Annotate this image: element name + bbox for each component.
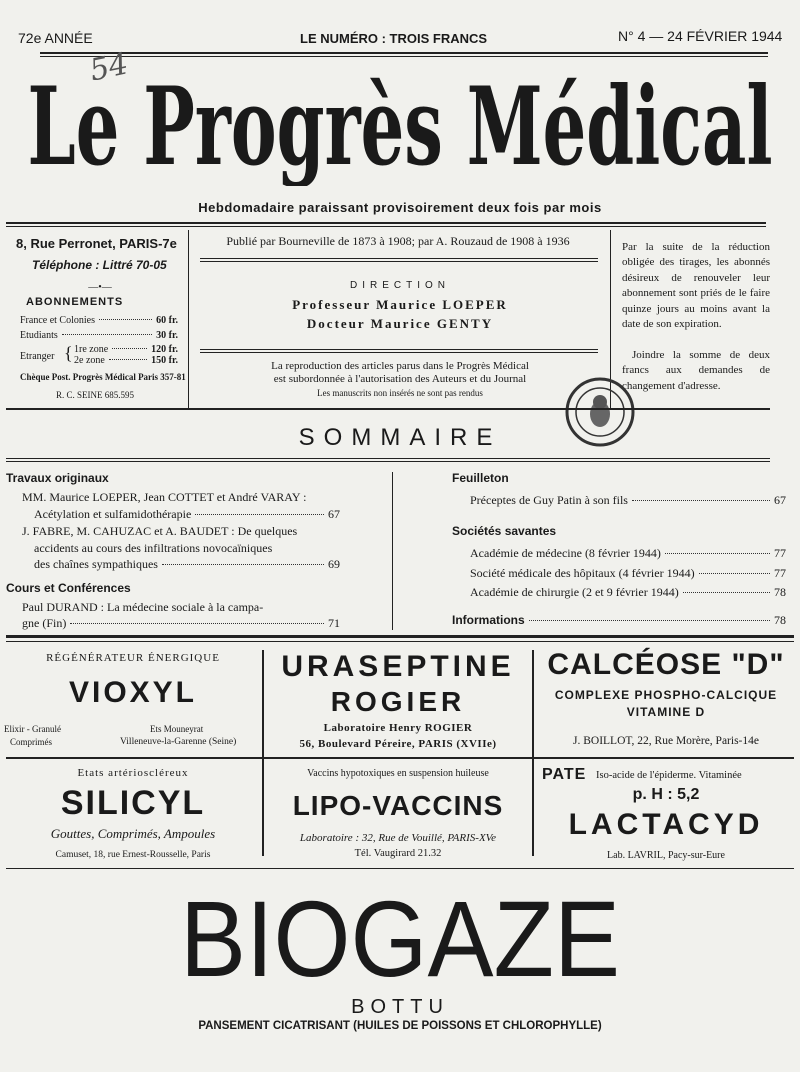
toc-entry-2-line-2: accidents au cours des infiltrations novocaïniques bbox=[34, 541, 273, 555]
lipo-vaccins-name: LIPO-VACCINS bbox=[292, 790, 504, 821]
notice-paragraph-2: Joindre la somme de deux francs aux demandes de changement d'adresse. bbox=[622, 349, 770, 392]
toc-feuilleton-entry: Préceptes de Guy Patin à son fils 67 bbox=[470, 493, 786, 507]
direction-label: DIRECTION bbox=[350, 280, 450, 291]
center-rule-2 bbox=[200, 349, 598, 350]
lactacyd-ph: p. H : 5,2 bbox=[632, 786, 700, 803]
toc-societe-2: Société médicale des hôpitaux (4 février 1944) 77 bbox=[470, 566, 786, 580]
toc-entry-3-page: 71 bbox=[328, 616, 340, 630]
separator-ornament: —•— bbox=[88, 282, 112, 293]
ads-divider-1 bbox=[262, 650, 264, 856]
uraseptine-name: URASEPTINE bbox=[281, 650, 515, 683]
section-cours: Cours et Conférences bbox=[6, 581, 131, 595]
etranger-label: Etranger bbox=[20, 351, 55, 362]
lactacyd-description: Iso-acide de l'épiderme. Vitaminée bbox=[596, 770, 742, 781]
subtitle: Hebdomadaire paraissant provisoirement deux fois par mois bbox=[198, 200, 602, 215]
uraseptine-rogier: ROGIER bbox=[330, 686, 466, 717]
center-rule-1 bbox=[200, 258, 598, 259]
address: 8, Rue Perronet, PARIS-7e bbox=[16, 236, 177, 251]
top-rule bbox=[40, 52, 768, 54]
lipo-tagline: Vaccins hypotoxiques en suspension huileuse bbox=[307, 768, 489, 779]
silicyl-name: SILICYL bbox=[60, 784, 206, 822]
handwritten-note: 54 bbox=[86, 46, 132, 89]
rate-france: France et Colonies 60 fr. bbox=[20, 315, 178, 326]
uraseptine-address: 56, Boulevard Péreire, PARIS (XVIIe) bbox=[299, 738, 497, 750]
sommaire-divider bbox=[392, 472, 393, 630]
lactacyd-pate: PATE bbox=[542, 766, 587, 783]
toc-entry-1-page: 67 bbox=[328, 507, 340, 521]
biogaze-name: BIOGAZE bbox=[180, 878, 620, 986]
director-2: Docteur Maurice GENTY bbox=[306, 316, 494, 331]
toc-societe-1: Académie de médecine (8 février 1944) 77 bbox=[470, 546, 786, 560]
publie-par: Publié par Bourneville de 1873 à 1908; par A. Rouzaud de 1908 à 1936 bbox=[226, 234, 570, 248]
toc-entry-1-line-1: MM. Maurice LOEPER, Jean COTTET et André VARAY : bbox=[22, 490, 307, 504]
abonnements-title: ABONNEMENTS bbox=[26, 296, 124, 308]
masthead-title-svg bbox=[20, 56, 780, 186]
ads-top-rule-thin bbox=[6, 641, 794, 642]
toc-entry-2-line-1: J. FABRE, M. CAHUZAC et A. BAUDET : De quelques bbox=[22, 524, 298, 538]
toc-feuilleton-page: 67 bbox=[774, 493, 786, 507]
section-feuilleton: Feuilleton bbox=[452, 471, 509, 485]
vioxyl-tagline: RÉGÉNÉRATEUR ÉNERGIQUE bbox=[46, 652, 220, 664]
rate-zone2: 2e zone 150 fr. bbox=[74, 355, 178, 366]
reproduction-line-1: La reproduction des articles parus dans le Progrès Médical bbox=[271, 360, 529, 372]
ads-middle-rule bbox=[6, 757, 794, 759]
ads-top-rule bbox=[6, 635, 794, 638]
toc-entry-3-line-2: gne (Fin) 71 bbox=[22, 616, 340, 630]
vioxyl-name: VIOXYL bbox=[68, 676, 198, 709]
header-rule bbox=[6, 222, 766, 224]
publication-title: Le Progrès Médical bbox=[27, 64, 773, 186]
biogaze-logo bbox=[150, 876, 650, 986]
vioxyl-form-2: Comprimés bbox=[10, 737, 52, 747]
ads-bottom-rule bbox=[6, 868, 794, 869]
reproduction-line-2: est subordonnée à l'autorisation des Auteurs et du Journal bbox=[273, 373, 527, 385]
section-societes: Sociétés savantes bbox=[452, 524, 557, 538]
vioxyl-form-1: Elixir - Granulé bbox=[4, 724, 61, 734]
section-travaux: Travaux originaux bbox=[6, 471, 109, 485]
calceose-line-2: VITAMINE D bbox=[626, 705, 706, 719]
biogaze-tagline: PANSEMENT CICATRISANT (HUILES DE POISSONS ET CHLOROPHYLLE) bbox=[198, 1020, 602, 1032]
toc-informations: Informations 78 bbox=[452, 613, 786, 627]
header-rule-thin bbox=[6, 226, 766, 227]
issue-number-date: N° 4 — 24 FÉVRIER 1944 bbox=[618, 28, 783, 44]
registre-commerce: R. C. SEINE 685.595 bbox=[56, 390, 135, 400]
column-divider-left bbox=[188, 230, 189, 408]
uraseptine-lab: Laboratoire Henry ROGIER bbox=[323, 722, 473, 734]
director-1: Professeur Maurice LOEPER bbox=[292, 297, 508, 312]
sommaire-rule bbox=[6, 458, 770, 459]
lipo-lab: Laboratoire : 32, Rue de Vouillé, PARIS-XVe bbox=[299, 832, 497, 844]
lactacyd-name: LACTACYD bbox=[568, 808, 764, 841]
annee: 72e ANNÉE bbox=[18, 30, 93, 46]
toc-entry-1-line-2: Acétylation et sulfamidothérapie 67 bbox=[34, 507, 340, 521]
ads-divider-2 bbox=[532, 650, 534, 856]
issue-price: LE NUMÉRO : TROIS FRANCS bbox=[300, 31, 488, 46]
toc-societe-3: Académie de chirurgie (2 et 9 février 1944) 78 bbox=[470, 585, 786, 599]
lactacyd-lab: Lab. LAVRIL, Pacy-sur-Eure bbox=[607, 850, 725, 861]
calceose-name: CALCÉOSE "D" bbox=[547, 648, 785, 681]
toc-entry-2-line-3: des chaînes sympathiques 69 bbox=[34, 557, 340, 571]
rate-zone1: 1re zone 120 fr. bbox=[74, 344, 178, 355]
notice-paragraph-1: Par la suite de la réduction obligée des tirages, les abonnés désireux de renouveler leur abonnement sont priés de le faire quinze jours au moins avant la date de son expiration. bbox=[622, 241, 770, 331]
silicyl-tagline: Etats artérioscléreux bbox=[77, 767, 189, 779]
brace: { bbox=[64, 343, 73, 363]
biogaze-svg bbox=[150, 876, 650, 986]
silicyl-address: Camuset, 18, rue Ernest-Rousselle, Paris bbox=[55, 850, 211, 860]
info-bottom-rule bbox=[6, 408, 770, 410]
cheque-postal: Chèque Post. Progrès Médical Paris 357-81 bbox=[20, 372, 186, 382]
sommaire-rule-b bbox=[6, 461, 770, 462]
biogaze-brand: BOTTU bbox=[351, 996, 449, 1018]
sommaire-title: SOMMAIRE bbox=[298, 424, 502, 451]
telephone: Téléphone : Littré 70-05 bbox=[32, 258, 167, 272]
vioxyl-address: Villeneuve-la-Garenne (Seine) bbox=[120, 737, 237, 747]
lipo-tel: Tél. Vaugirard 21.32 bbox=[354, 848, 442, 859]
masthead bbox=[20, 56, 780, 186]
toc-entry-3-line-1: Paul DURAND : La médecine sociale à la campa- bbox=[22, 600, 264, 614]
center-rule-2b bbox=[200, 352, 598, 353]
calceose-address: J. BOILLOT, 22, Rue Morère, Paris-14e bbox=[573, 735, 759, 747]
toc-entry-2-page: 69 bbox=[328, 557, 340, 571]
calceose-line-1: COMPLEXE PHOSPHO-CALCIQUE bbox=[554, 688, 778, 702]
vioxyl-maker: Ets Mouneyrat bbox=[150, 724, 204, 734]
silicyl-forms: Gouttes, Comprimés, Ampoules bbox=[50, 826, 216, 841]
rate-etudiants: Etudiants 30 fr. bbox=[20, 330, 178, 341]
manuscrits-notice: Les manuscrits non insérés ne sont pas rendus bbox=[317, 388, 483, 398]
center-rule-1b bbox=[200, 261, 598, 262]
